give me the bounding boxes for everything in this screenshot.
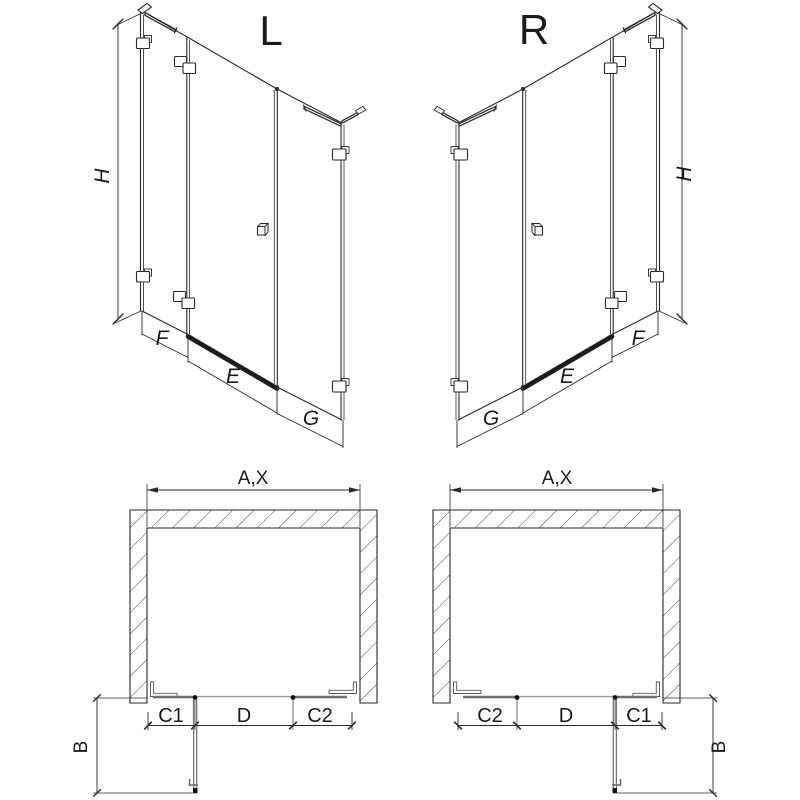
dim-label-e-right: E [559,365,575,388]
iso-view-left [91,4,366,448]
dim-label-h-left: H [91,168,114,184]
dim-label-d-left: D [236,705,252,727]
wall-hatch-right [433,510,680,703]
dim-label-b-left: B [71,740,92,754]
dim-label-c2-right: C2 [477,705,503,727]
wall-hatch-left [130,510,377,703]
dim-label-h-right: H [673,166,696,182]
dim-label-c2-left: C2 [307,705,333,727]
variant-label-l: L [259,7,283,54]
dim-label-ax-right: A,X [541,468,573,489]
plan-view-left [71,468,377,797]
dim-label-e-left: E [225,365,241,388]
dim-label-f-right: F [631,327,645,350]
plan-view-right [433,468,730,797]
dim-label-f-left: F [155,327,169,350]
variant-label-r: R [518,6,550,53]
dim-label-g-right: G [482,407,500,430]
dim-label-ax-left: A,X [237,468,269,489]
dim-label-d-right: D [558,705,574,727]
dim-label-c1-right: C1 [626,705,652,727]
dim-label-b-right: B [709,740,730,754]
dim-label-g-left: G [302,407,320,430]
iso-view-right [434,4,696,448]
dim-label-c1-left: C1 [158,705,184,727]
